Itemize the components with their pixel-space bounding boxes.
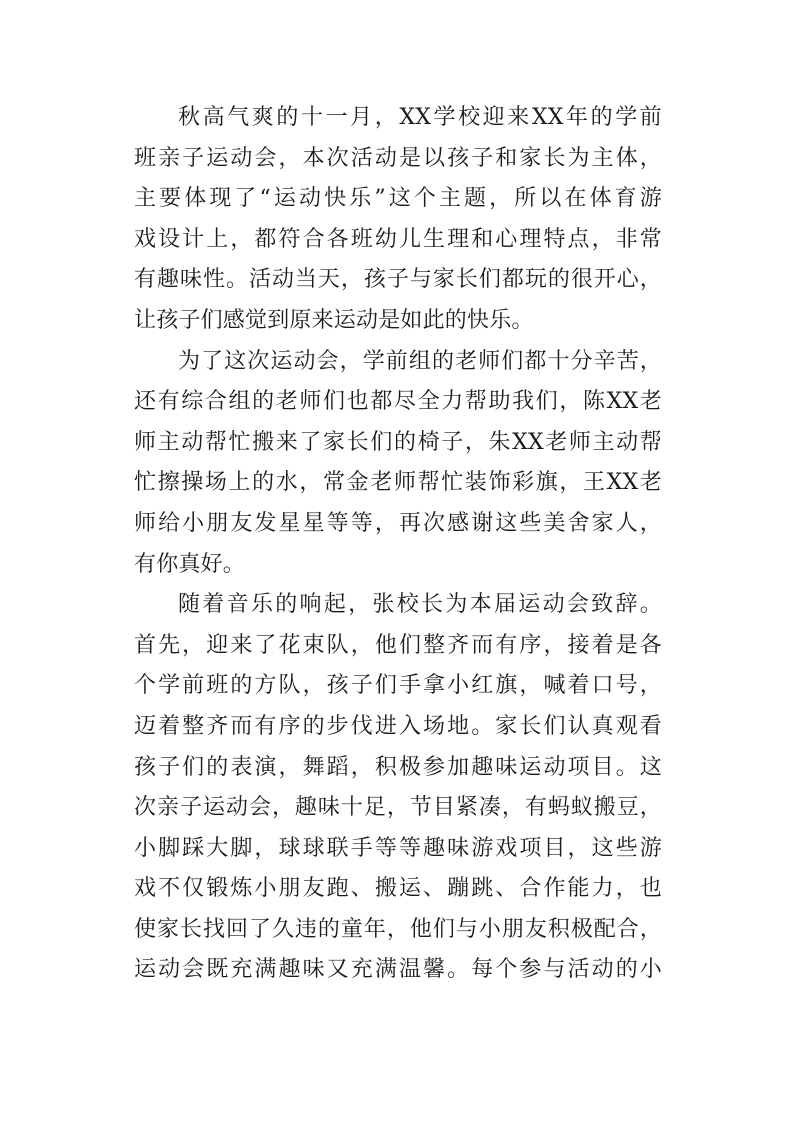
paragraph-3-line-8: 戏不仅锻炼小朋友跑、搬运、蹦跳、合作能力，也 (134, 876, 662, 902)
paragraph-3-line-10: 运动会既充满趣味又充满温馨。每个参与活动的小 (134, 957, 662, 983)
paragraph-1-line-5: 有趣味性。活动当天，孩子与家长们都玩的很开心， (134, 267, 662, 293)
paragraph-1-line-4: 戏设计上，都符合各班幼儿生理和心理特点，非常 (134, 226, 662, 252)
paragraph-3-line-7: 小脚踩大脚，球球联手等等趣味游戏项目，这些游 (134, 835, 662, 861)
paragraph-3-line-9: 使家长找回了久违的童年，他们与小朋友积极配合， (134, 916, 662, 942)
paragraph-1-line-1: 秋高气爽的十一月，XX学校迎来XX年的学前 (178, 105, 662, 130)
paragraph-3-line-6: 次亲子运动会，趣味十足，节目紧凑，有蚂蚁搬豆， (134, 795, 662, 821)
paragraph-1-line-6: 让孩子们感觉到原来运动是如此的快乐。 (134, 307, 534, 333)
paragraph-2-line-5: 师给小朋友发星星等等，再次感谢这些美舍家人， (134, 510, 662, 536)
paragraph-2-line-6: 有你真好。 (134, 551, 246, 577)
paragraph-1-line-3: 主要体现了“运动快乐”这个主题，所以在体育游 (134, 186, 662, 212)
paragraph-3-line-5: 孩子们的表演，舞蹈，积极参加趣味运动项目。这 (134, 754, 662, 780)
paragraph-1-line-2: 班亲子运动会，本次活动是以孩子和家长为主体， (134, 145, 662, 171)
paragraph-2-line-2: 还有综合组的老师们也都尽全力帮助我们，陈XX老 (134, 389, 662, 415)
paragraph-2-line-1: 为了这次运动会，学前组的老师们都十分辛苦， (178, 348, 662, 374)
paragraph-3-line-3: 个学前班的方队，孩子们手拿小红旗，喊着口号， (134, 673, 662, 699)
paragraph-2-line-3: 师主动帮忙搬来了家长们的椅子，朱XX老师主动帮 (134, 429, 662, 455)
paragraph-3-line-2: 首先，迎来了花束队，他们整齐而有序，接着是各 (134, 632, 662, 658)
paragraph-3-line-1: 随着音乐的响起，张校长为本届运动会致辞。 (178, 592, 662, 618)
paragraph-3-line-4: 迈着整齐而有序的步伐进入场地。家长们认真观看 (134, 713, 662, 739)
document-body (134, 98, 662, 991)
paragraph-2-line-4: 忙擦操场上的水，常金老师帮忙装饰彩旗，王XX老 (134, 470, 662, 496)
